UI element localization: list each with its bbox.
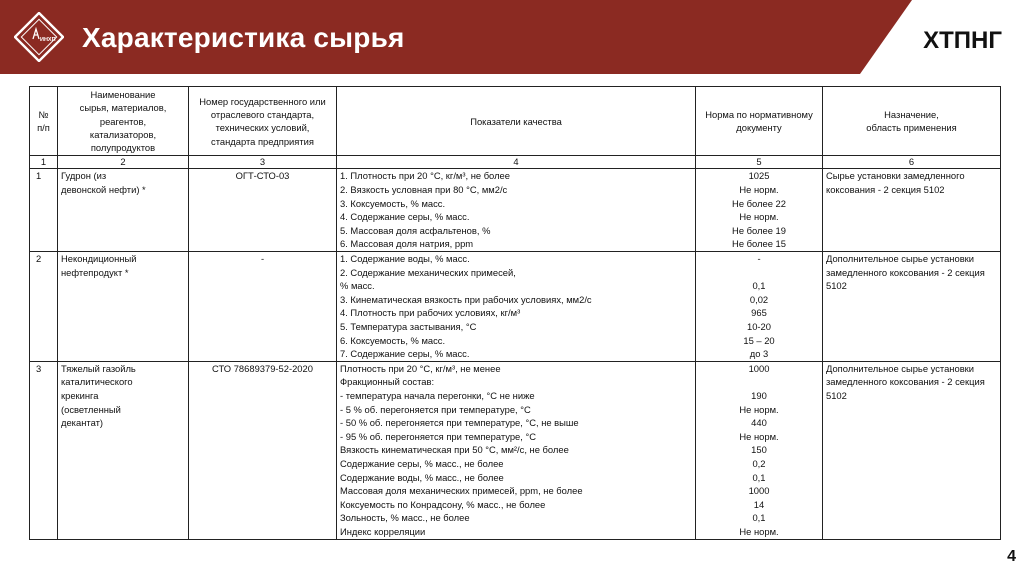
norm-value xyxy=(699,266,819,280)
cell-text-line: замедленного коксования - 2 секция xyxy=(826,376,985,388)
column-header-label: Номер государственного или отраслевого стандарта, технических условий, стандарта предприятия xyxy=(199,95,326,147)
cell-text-line: девонской нефти) * xyxy=(61,184,146,196)
norm-value: Не норм. xyxy=(739,403,779,415)
column-number: 1 xyxy=(30,156,58,169)
row-number-cell: 1 xyxy=(30,169,58,252)
column-header-label: № п/п xyxy=(37,108,50,134)
material-name-cell xyxy=(58,252,189,362)
cell-text-line: декантат) xyxy=(61,417,103,429)
quality-indicators-cell xyxy=(337,361,696,539)
quality-indicator: 6. Коксуемость, % масс. xyxy=(340,334,446,346)
norm-value: Не более 15 xyxy=(732,238,786,250)
quality-indicator: 7. Содержание серы, % масс. xyxy=(340,348,470,360)
cell-text-line: Дополнительное сырье установки xyxy=(826,362,975,374)
column-number: 2 xyxy=(58,156,189,169)
column-header xyxy=(696,87,823,156)
cell-text-line: Некондиционный xyxy=(61,253,137,265)
quality-indicators-cell xyxy=(337,252,696,362)
norm-value: Не норм. xyxy=(739,430,779,442)
quality-indicator: Содержание серы, % масс., не более xyxy=(340,457,504,469)
norm-value xyxy=(699,375,819,389)
norm-values-cell xyxy=(696,252,823,362)
row-number-cell: 3 xyxy=(30,361,58,539)
norm-value: 0,2 xyxy=(752,457,766,469)
standard-cell: СТО 78689379-52-2020 xyxy=(189,361,337,539)
quality-indicator: - температура начала перегонки, °С не ниже xyxy=(340,389,535,401)
quality-indicator: Плотность при 20 °С, кг/м³, не менее xyxy=(340,362,501,374)
column-header xyxy=(30,87,58,156)
cell-text-line: Тяжелый газойль xyxy=(61,362,136,374)
quality-indicator: 5. Температура застывания, °С xyxy=(340,321,477,333)
norm-value: - xyxy=(757,253,761,265)
company-logo xyxy=(14,12,64,62)
quality-indicator: Массовая доля механических примесей, ppm, не более xyxy=(340,485,583,497)
table-header-row xyxy=(30,87,1001,156)
norm-value: 965 xyxy=(751,307,767,319)
column-number: 4 xyxy=(337,156,696,169)
quality-indicator: Коксуемость по Конрадсону, % масс., не более xyxy=(340,498,546,510)
quality-indicator: 1. Содержание воды, % масс. xyxy=(340,253,470,265)
column-number-row xyxy=(30,156,1001,169)
norm-value: 1000 xyxy=(748,485,770,497)
cell-text-line: 5102 xyxy=(826,280,847,292)
norm-value: Не норм. xyxy=(739,184,779,196)
quality-indicator: 1. Плотность при 20 °С, кг/м³, не более xyxy=(340,170,510,182)
quality-indicator: - 95 % об. перегоняется при температуре, °С xyxy=(340,430,536,442)
column-header-label: Назначение, область применения xyxy=(866,108,957,134)
quality-indicator: 4. Содержание серы, % масс. xyxy=(340,211,470,223)
quality-indicator: Фракционный состав: xyxy=(340,376,435,388)
column-header-label: Норма по нормативному документу xyxy=(705,108,813,134)
quality-indicator: Содержание воды, % масс., не более xyxy=(340,471,504,483)
purpose-cell xyxy=(823,169,1001,252)
cell-text-line: нефтепродукт * xyxy=(61,266,129,278)
cell-text-line: каталитического xyxy=(61,376,133,388)
quality-indicator: % масс. xyxy=(340,280,375,292)
column-number: 3 xyxy=(189,156,337,169)
cell-text-line: замедленного коксования - 2 секция xyxy=(826,266,985,278)
column-header-label: Показатели качества xyxy=(470,115,562,127)
page-title: Характеристика сырья xyxy=(82,22,405,53)
norm-value: 440 xyxy=(751,417,767,429)
column-header xyxy=(823,87,1001,156)
cell-text-line: 5102 xyxy=(826,389,847,401)
norm-value: Не норм. xyxy=(739,525,779,537)
cell-text-line: Гудрон (из xyxy=(61,170,107,182)
norm-values-cell xyxy=(696,169,823,252)
norm-value: 15 – 20 xyxy=(743,334,775,346)
norm-value: 0,1 xyxy=(752,512,766,524)
page-number: 4 xyxy=(1007,548,1016,565)
quality-indicator: 4. Плотность при рабочих условиях, кг/м³ xyxy=(340,307,521,319)
column-header-label: Наименование сырья, материалов, реагентов, катализаторов, полупродуктов xyxy=(79,89,167,154)
cell-text-line: Сырье установки замедленного xyxy=(826,170,965,182)
norm-values-cell xyxy=(696,361,823,539)
norm-value: Не более 22 xyxy=(732,197,786,209)
norm-value: 1000 xyxy=(748,362,770,374)
column-header xyxy=(337,87,696,156)
cell-text-line: Дополнительное сырье установки xyxy=(826,253,975,265)
brand-label: ХТПНГ xyxy=(923,27,1002,54)
quality-indicator: 2. Вязкость условная при 80 °С, мм2/с xyxy=(340,184,508,196)
column-number: 5 xyxy=(696,156,823,169)
quality-indicator: Индекс корреляции xyxy=(340,525,426,537)
norm-value: 0,1 xyxy=(752,471,766,483)
column-header xyxy=(58,87,189,156)
material-name-cell xyxy=(58,169,189,252)
logo-icon xyxy=(14,12,64,62)
quality-indicators-cell xyxy=(337,169,696,252)
quality-indicator: 3. Кинематическая вязкость при рабочих условиях, мм2/с xyxy=(340,293,592,305)
column-header xyxy=(189,87,337,156)
table-row xyxy=(30,361,1001,539)
norm-value: до 3 xyxy=(749,348,769,360)
cell-text-line: коксования - 2 секция 5102 xyxy=(826,184,945,196)
raw-materials-table xyxy=(29,86,1001,540)
norm-value: 1025 xyxy=(748,170,770,182)
cell-text-line: крекинга xyxy=(61,389,99,401)
norm-value: Не норм. xyxy=(739,211,779,223)
table-row xyxy=(30,252,1001,362)
quality-indicator: 5. Массовая доля асфальтенов, % xyxy=(340,224,491,236)
purpose-cell xyxy=(823,252,1001,362)
quality-indicator: 3. Коксуемость, % масс. xyxy=(340,197,446,209)
quality-indicator: - 5 % об. перегоняется при температуре, °С xyxy=(340,403,531,415)
quality-indicator: Зольность, % масс., не более xyxy=(340,512,470,524)
standard-cell: ОГТ-СТО-03 xyxy=(189,169,337,252)
norm-value: 10-20 xyxy=(747,321,771,333)
logo-text: ИНХП xyxy=(40,37,56,43)
quality-indicator: 2. Содержание механических примесей, xyxy=(340,266,516,278)
table-row xyxy=(30,169,1001,252)
norm-value: Не более 19 xyxy=(732,224,786,236)
norm-value: 0,1 xyxy=(752,280,766,292)
material-name-cell xyxy=(58,361,189,539)
norm-value: 190 xyxy=(751,389,767,401)
row-number-cell: 2 xyxy=(30,252,58,362)
header-band xyxy=(0,0,1024,74)
quality-indicator: - 50 % об. перегоняется при температуре, °С, не выше xyxy=(340,417,579,429)
norm-value: 14 xyxy=(753,498,765,510)
purpose-cell xyxy=(823,361,1001,539)
standard-cell: - xyxy=(189,252,337,362)
quality-indicator: 6. Массовая доля натрия, ppm xyxy=(340,238,474,250)
norm-value: 0,02 xyxy=(749,293,769,305)
quality-indicator: Вязкость кинематическая при 50 °С, мм²/с, не более xyxy=(340,444,569,456)
cell-text-line: (осветленный xyxy=(61,403,121,415)
column-number: 6 xyxy=(823,156,1001,169)
norm-value: 150 xyxy=(751,444,767,456)
